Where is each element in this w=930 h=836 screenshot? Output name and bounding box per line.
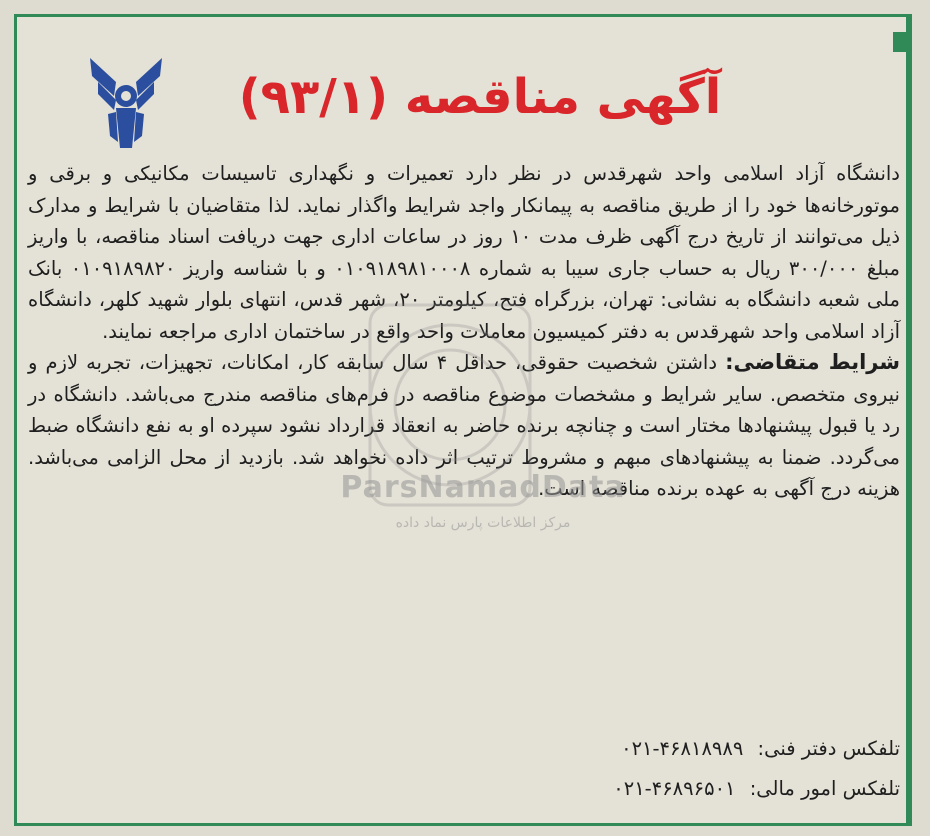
tech-office-number: ۰۲۱-۴۶۸۱۸۹۸۹ [621,737,744,760]
frame-corner-mark [893,32,911,52]
watermark-brand: ParsNamadData [340,470,626,505]
azad-university-logo-icon [86,52,166,152]
conditions-label: شرایط متقاضی: [725,350,901,374]
conditions-paragraph [28,347,900,505]
notice-title: آگهی مناقصه (۹۳/۱) [238,69,722,125]
tech-office-fax [28,733,900,764]
notice-paragraph: دانشگاه آزاد اسلامی واحد شهرقدس در نظر دارد تعمیرات و نگهداری تاسیسات مکانیکی و برقی و موتورخانه‌ها خود را از طریق مناقصه به پیمانکار واجد شرایط واگذار نماید. لذا متقاضیان با شرایط و مدارک ذیل می‌توانند از تاریخ درج آگهی ظرف مدت ۱۰ روز در ساعات اداری جهت دریافت اسناد مناقصه، با واریز مبلغ ۳۰۰/۰۰۰ ریال به حساب جاری سیبا به شماره ۰۱۰۹۱۸۹۸۱۰۰۰۸ و با شناسه واریز ۰۱۰۹۱۸۹۸۲۰ بانک ملی شعبه دانشگاه به نشانی: تهران، بزرگراه فتح، کیلومتر ۲۰، شهر قدس، انتهای بلوار شهید کلهر، دانشگاه آزاد اسلامی واحد شهرقدس به دفتر کمیسیون معاملات واحد واقع در ساختمان اداری مراجعه نمایند. [28,162,901,343]
finance-fax [28,773,900,804]
conditions-text: داشتن شخصیت حقوقی، حداقل ۴ سال سابقه کار، امکانات، تجهیزات، تجربه لازم و نیروی متخصص. سایر شرایط و مشخصات موضوع مناقصه در فرم‌های مناقصه مندرج می‌باشد. دانشگاه در رد یا قبول پیشنهادها مختار است و چنانچه برنده حاضر به انعقاد قرارداد نشود سپرده او به نفع دانشگاه ضبط می‌گردد. ضمنا به پیشنهادهای مبهم و مشروط ترتیب اثر داده نخواهد شد. بازدید از محل الزامی می‌باشد. هزینه درج آگهی به عهده برنده مناقصه است. [28,351,900,500]
finance-label: تلفکس امور مالی: [749,777,900,800]
notice-body [28,158,900,505]
finance-number: ۰۲۱-۴۶۸۹۶۵۰۱ [613,777,736,800]
watermark-subtitle: مرکز اطلاعات پارس نماد داده [395,515,571,531]
tech-office-label: تلفکس دفتر فنی: [757,737,900,760]
